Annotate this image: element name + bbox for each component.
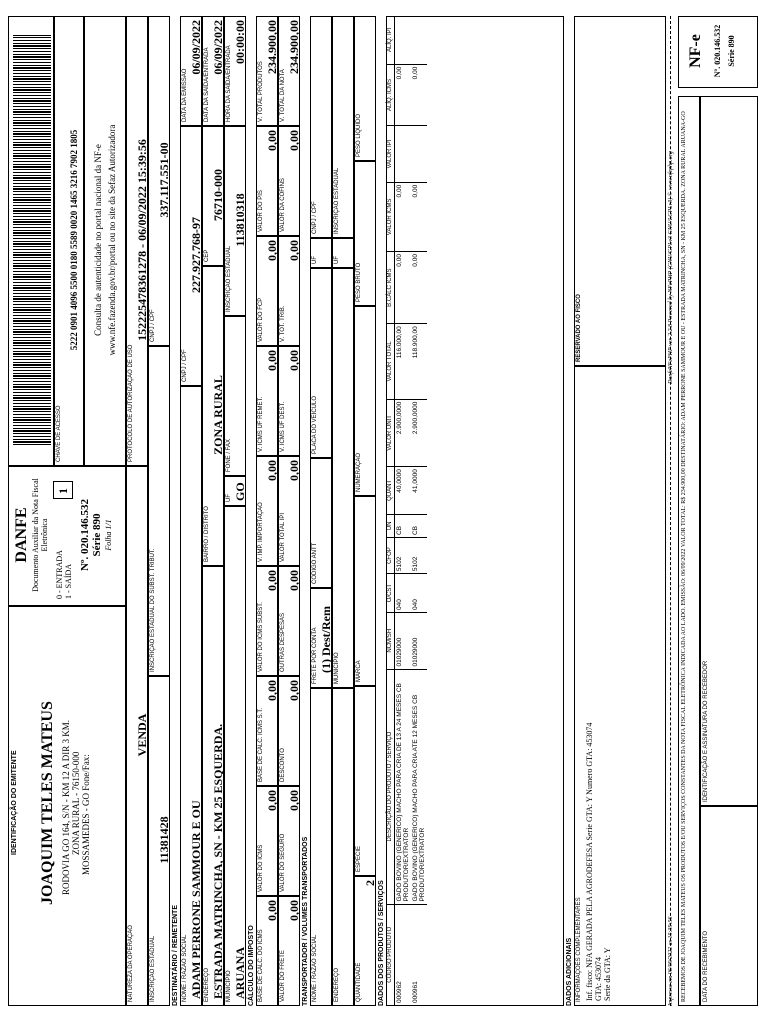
dest-cep: 76710-000 bbox=[211, 169, 225, 221]
produtos-header-cell: VALOR UNIT bbox=[386, 399, 395, 467]
table-cell: GADO BOVINO (GENERICO) MACHO PARA CRIA ATE 12 MESES CB PRODUTOR/EXTRATOR bbox=[411, 669, 427, 904]
produtos-header-cell: VALOR IPI bbox=[386, 126, 395, 182]
imposto-cell-value: 0,00 bbox=[265, 790, 279, 811]
imposto-cell-label: V. IMP. IMPORTAÇÃO bbox=[258, 502, 264, 562]
produtos-header-cell: DESCRIÇÃO DO PRODUTO / SERVIÇO bbox=[386, 669, 395, 904]
dest-ie-label: INSCRIÇÃO ESTADUAL bbox=[226, 245, 232, 312]
destinatario-section-title: DESTINATÁRIO / REMETENTE bbox=[172, 905, 179, 1006]
imposto-cell bbox=[256, 896, 278, 1006]
danfe-folha: Folha 1/1 bbox=[104, 519, 113, 551]
imposto-cell-value: 0,00 bbox=[265, 570, 279, 591]
natureza-valor: VENDA bbox=[135, 713, 149, 757]
imposto-cell bbox=[278, 896, 300, 1006]
dest-hora-label: HORA DA SAÍDA/ENTRADA bbox=[226, 45, 232, 122]
dest-saida-label: DATA DA SAÍDA/ENTRADA bbox=[204, 47, 210, 122]
table-cell: 01029000 bbox=[411, 613, 427, 670]
chave-box bbox=[54, 16, 84, 466]
table-cell: 040 bbox=[411, 574, 427, 613]
imposto-cell-label: V. TOTAL PRODUTOS bbox=[258, 61, 264, 122]
table-cell: 0,00 bbox=[395, 182, 412, 251]
adicionais-section-title: DADOS ADICIONAIS bbox=[566, 937, 573, 1006]
imposto-cell bbox=[278, 456, 300, 566]
cnpj-label: CNPJ / CPF bbox=[150, 309, 156, 342]
table-cell: CB bbox=[411, 514, 427, 537]
imposto-cell-value: 234.900,00 bbox=[287, 20, 301, 74]
imposto-cell-value: 0,00 bbox=[265, 130, 279, 151]
transp-antt-label: CÓDIGO ANTT bbox=[312, 542, 318, 584]
imposto-cell-value: 0,00 bbox=[287, 240, 301, 261]
table-cell: GADO BOVINO (GENERICO) MACHO PARA CRIA DE 13 A 24 MESES CB PRODUTOR/EXTRATOR bbox=[395, 669, 412, 904]
imposto-cell-label: VALOR DO SEGURO bbox=[280, 833, 286, 892]
dest-emissao: 06/09/2022 bbox=[189, 20, 203, 75]
imposto-cell bbox=[278, 126, 300, 236]
dest-endereco-label: ENDEREÇO bbox=[204, 967, 210, 1002]
imposto-cell bbox=[256, 126, 278, 236]
emitente-endereco2: ZONA RURAL - 76150-000 bbox=[71, 751, 81, 855]
danfe-entrada: 0 - ENTRADA bbox=[55, 550, 64, 599]
dest-uf: GO bbox=[233, 482, 247, 501]
produtos-header-cell: CÓDIGO PRODUTO bbox=[386, 904, 395, 1005]
imposto-section-title: CÁLCULO DO IMPOSTO bbox=[248, 925, 255, 1006]
dest-uf-label: UF bbox=[226, 494, 232, 502]
transp-endereco-label: ENDEREÇO bbox=[334, 967, 340, 1002]
natureza-label: NATUREZA DA OPERAÇÃO bbox=[128, 925, 134, 1002]
imposto-cell-value: 0,00 bbox=[265, 680, 279, 701]
produtos-header-cell: UN bbox=[386, 514, 395, 537]
transportador-section-title: TRANSPORTADOR / VOLUMES TRANSPORTADOS bbox=[302, 836, 309, 1006]
imposto-cell-label: VALOR DO ICMS SUBST. bbox=[258, 602, 264, 672]
imposto-cell bbox=[278, 346, 300, 456]
table-cell: 5102 bbox=[395, 538, 412, 574]
imposto-cell bbox=[256, 16, 278, 126]
transp-nome-label: NOME / RAZÃO SOCIAL bbox=[312, 934, 318, 1002]
dest-emissao-label: DATA DA EMISSÃO bbox=[182, 68, 188, 122]
imposto-cell-label: VALOR TOTAL IPI bbox=[280, 512, 286, 562]
imposto-cell-value: 0,00 bbox=[287, 460, 301, 481]
transp-uf-label: UF bbox=[312, 256, 318, 264]
transp-peso-liquido-label: PESO LÍQUIDO bbox=[356, 113, 362, 157]
produtos-table bbox=[386, 16, 427, 1006]
table-cell: 0,00 bbox=[411, 252, 427, 324]
imposto-cell bbox=[256, 456, 278, 566]
imposto-cell-label: BASE DE CÁLC. ICMS S.T. bbox=[258, 707, 264, 782]
imposto-cell-value: 0,00 bbox=[265, 240, 279, 261]
emitente-section-title: IDENTIFICAÇÃO DO EMITENTE bbox=[11, 750, 18, 855]
imposto-cell bbox=[256, 566, 278, 676]
imposto-cell-value: 234.900,00 bbox=[265, 20, 279, 74]
table-cell: 41,0000 bbox=[411, 467, 427, 514]
dest-nome: ADAM PERRONE SAMMOUR E OU bbox=[189, 800, 203, 999]
transp-frete: (1) Dest/Rem bbox=[319, 606, 333, 673]
dest-cnpj-label: CNPJ / CPF bbox=[182, 349, 188, 382]
table-cell: 040 bbox=[395, 574, 412, 613]
transp-peso-bruto-label: PESO BRUTO bbox=[356, 262, 362, 302]
imposto-cell-value: 0,00 bbox=[287, 570, 301, 591]
table-cell: 01029000 bbox=[395, 613, 412, 670]
imposto-cell-label: V. ICMS UF REMET. bbox=[258, 396, 264, 452]
rodape-powered: DanfeNFePHP ver. 2.2.8 Powered by NFePHP (GNU/GPLv3 GNU/LGPLv3) © www.nfephp.org bbox=[668, 151, 674, 384]
cnpj-valor: 337.117.551-00 bbox=[157, 142, 171, 218]
produtos-header-cell: CFOP bbox=[386, 538, 395, 574]
consulta-linha1: Consulta de autenticidade no portal nacional da NF-e bbox=[93, 144, 103, 336]
danfe-numero: Nº. 020.146.532 bbox=[79, 498, 91, 572]
table-cell bbox=[411, 126, 427, 182]
table-cell bbox=[395, 126, 412, 182]
table-cell: CB bbox=[395, 514, 412, 537]
dest-bairro-label: BAIRRO / DISTRITO bbox=[204, 506, 210, 562]
transp-municipio-label: MUNICÍPIO bbox=[334, 652, 340, 684]
emitente-box bbox=[8, 606, 126, 1006]
canhoto-assinatura-label: IDENTIFICAÇÃO E ASSINATURA DO RECEBEDOR bbox=[703, 660, 709, 802]
table-cell bbox=[395, 16, 412, 64]
emitente-nome: JOAQUIM TELES MATEUS bbox=[39, 701, 56, 905]
emitente-endereco3: MOSSAMEDES - GO Fone/Fax: bbox=[81, 754, 91, 875]
danfe-saida: 1 - SAÍDA bbox=[64, 563, 73, 599]
table-cell: 0,00 bbox=[411, 64, 427, 126]
transp-marca-label: MARCA bbox=[356, 660, 362, 682]
imposto-cell-value: 0,00 bbox=[287, 900, 301, 921]
canhoto-numero: Nº. 020.146.532 bbox=[713, 24, 722, 78]
consulta-linha2: www.nfe.fazenda.gov.br/portal ou no site da Sefaz Autorizadora bbox=[107, 124, 117, 356]
dest-bairro: ZONA RURAL bbox=[211, 375, 225, 455]
imposto-cell bbox=[256, 786, 278, 896]
table-cell: 2.900,0000 bbox=[395, 399, 412, 467]
transp-numeracao-label: NUMERAÇÃO bbox=[356, 452, 362, 492]
table-cell: 2.900,0000 bbox=[411, 399, 427, 467]
imposto-cell-label: VALOR DA COFINS bbox=[280, 178, 286, 232]
transp-qtd: 2 bbox=[363, 880, 377, 886]
imposto-cell bbox=[278, 566, 300, 676]
imposto-cell bbox=[256, 676, 278, 786]
table-cell: 000961 bbox=[411, 904, 427, 1005]
protocolo-valor: 152225478361278 - 06/09/2022 15:39:56 bbox=[135, 139, 149, 341]
imposto-cell-value: 0,00 bbox=[287, 680, 301, 701]
dest-endereco: ESTRADA MATRINCHA, SN - KM 25 ESQUERDA. bbox=[211, 723, 225, 999]
produtos-section-title: DADOS DOS PRODUTOS / SERVIÇOS bbox=[378, 880, 385, 1006]
imposto-cell-label: VALOR DO FRETE bbox=[280, 950, 286, 1002]
imposto-cell-value: 0,00 bbox=[265, 460, 279, 481]
ie-valor: 11381428 bbox=[157, 816, 171, 864]
adicionais-linha1: Inf. fisco: NFA GERADA PELA AGRODEFESA Serie GTA: Y Numero GTA: 453074 bbox=[585, 722, 594, 1001]
transp-qtd-label: QUANTIDADE bbox=[356, 962, 362, 1002]
imposto-cell bbox=[278, 16, 300, 126]
danfe-title: DANFE bbox=[13, 507, 30, 563]
adicionais-info-label: INFORMAÇÕES COMPLEMENTARES bbox=[576, 897, 582, 1002]
chave-label: CHAVE DE ACESSO bbox=[56, 405, 62, 462]
produtos-header-cell: ALÍQ. ICMS bbox=[386, 64, 395, 126]
table-cell: 0,00 bbox=[411, 182, 427, 251]
table-cell: 116.000,00 bbox=[395, 324, 412, 399]
canhoto bbox=[678, 16, 762, 1006]
danfe-subtitle: Documento Auxiliar da Nota Fiscal Eletrônica bbox=[31, 478, 49, 592]
adicionais-linha3: Serie da GTA: Y bbox=[603, 947, 612, 1001]
imposto-cell bbox=[256, 236, 278, 346]
transp-cnpj-label: CNPJ / CPF bbox=[312, 201, 318, 234]
imposto-cell-label: V. TOTAL DA NOTA bbox=[280, 69, 286, 122]
canhoto-data-label: DATA DO RECEBIMENTO bbox=[703, 930, 709, 1002]
imposto-cell-label: DESCONTO bbox=[280, 748, 286, 782]
imposto-cell-value: 0,00 bbox=[287, 350, 301, 371]
produtos-header-cell: QUANT bbox=[386, 467, 395, 514]
produtos-header-cell: NCM/SH bbox=[386, 613, 395, 670]
emitente-endereco1: RODOVIA GO 164, S/N - KM 12 A DIR 3 KM. bbox=[61, 719, 71, 895]
dest-municipio: ARUANA bbox=[233, 947, 247, 999]
rodape-impresso: Impresso em 06/09/2022 as 15:39:56 bbox=[668, 916, 674, 1006]
table-cell: 0,00 bbox=[395, 64, 412, 126]
produtos-header-cell: B.CÁLC ICMS bbox=[386, 252, 395, 324]
canhoto-nfe-label: NF-e bbox=[687, 34, 704, 68]
imposto-cell-value: 0,00 bbox=[287, 790, 301, 811]
dest-cnpj: 227.927.768-97 bbox=[189, 217, 203, 293]
imposto-cell-label: VALOR DO FCP bbox=[258, 297, 264, 342]
dest-hora: 00:00:00 bbox=[233, 20, 247, 64]
imposto-cell-label: V. ICMS UF DEST. bbox=[280, 401, 286, 452]
imposto-cell-label: VALOR DO ICMS bbox=[258, 844, 264, 892]
imposto-cell-label: V. TOT. TRIB. bbox=[280, 305, 286, 342]
table-cell bbox=[411, 16, 427, 64]
dest-cep-label: CEP bbox=[204, 249, 210, 262]
imposto-cell-label: BASE DE CÁLC. DO ICMS bbox=[258, 929, 264, 1002]
imposto-cell-label: OUTRAS DESPESAS bbox=[280, 612, 286, 672]
imposto-cell-value: 0,00 bbox=[265, 900, 279, 921]
danfe-tipo: 1 bbox=[56, 488, 70, 494]
imposto-cell bbox=[278, 786, 300, 896]
transp-frete-label: FRETE POR CONTA bbox=[312, 627, 318, 684]
imposto-cell-value: 0,00 bbox=[265, 350, 279, 371]
produtos-header-cell: ALÍQ. IPI bbox=[386, 16, 395, 64]
dest-nome-label: NOME / RAZÃO SOCIAL bbox=[182, 934, 188, 1002]
dest-ie: 113810318 bbox=[233, 193, 247, 247]
imposto-cell bbox=[256, 346, 278, 456]
canhoto-recebemos-text: RECEBEMOS DE JOAQUIM TELES MATEUS OS PRODUTOS E/OU SERVIÇOS CONSTANTES DA NOTA FISCAL ELETRÔNICA INDICADA AO LADO. EMISSÃO: 06/09/2022 VALOR TOTAL: R$ 234.900,00 DESTINATÁRIO: ADAM PERRONE SAMMOUR E OU - ESTRADA MATRINCHA, SN - KM 25 ESQUERDA. ZONA RURAL ARUANA-GO bbox=[681, 111, 687, 1002]
transp-especie-label: ESPÉCIE bbox=[356, 845, 362, 872]
danfe-serie: Série 890 bbox=[91, 513, 103, 557]
table-row bbox=[395, 16, 412, 1006]
produtos-header-cell: VALOR ICMS bbox=[386, 182, 395, 251]
table-cell: 118.900,00 bbox=[411, 324, 427, 399]
transp-uf2-label: UF bbox=[334, 256, 340, 264]
produtos-header-cell: VALOR TOTAL bbox=[386, 324, 395, 399]
table-cell: 000962 bbox=[395, 904, 412, 1005]
dest-municipio-label: MUNICÍPIO bbox=[226, 970, 232, 1002]
barcode-box bbox=[8, 16, 54, 466]
barcode-image bbox=[13, 35, 51, 445]
table-row bbox=[411, 16, 427, 1006]
table-cell: 5102 bbox=[411, 538, 427, 574]
canhoto-serie: Série 890 bbox=[727, 35, 736, 67]
produtos-header-cell: O/CST bbox=[386, 574, 395, 613]
ie-st-label: INSCRIÇÃO ESTADUAL DO SUBST. TRIBUT. bbox=[150, 548, 156, 672]
dest-fone-label: FONE / FAX bbox=[226, 438, 232, 472]
transp-placa-label: PLACA DO VEÍCULO bbox=[312, 395, 318, 454]
ie-label: INSCRIÇÃO ESTADUAL bbox=[150, 935, 156, 1002]
dest-saida: 06/09/2022 bbox=[211, 20, 225, 75]
protocolo-label: PROTOCOLO DE AUTORIZAÇÃO DE USO bbox=[128, 344, 134, 462]
imposto-cell-label: VALOR DO PIS bbox=[258, 190, 264, 232]
table-cell: 40,0000 bbox=[395, 467, 412, 514]
imposto-cell-value: 0,00 bbox=[287, 130, 301, 151]
transp-ie-label: INSCRIÇÃO ESTADUAL bbox=[334, 167, 340, 234]
danfe-tipo-box bbox=[53, 481, 73, 499]
imposto-cell bbox=[278, 236, 300, 346]
table-cell: 0,00 bbox=[395, 252, 412, 324]
adicionais-reservado-label: RESERVADO AO FISCO bbox=[576, 294, 582, 362]
danfe-title-box bbox=[8, 466, 126, 606]
adicionais-linha2: GTA: 453074 bbox=[594, 956, 603, 1001]
imposto-cell bbox=[278, 676, 300, 786]
consulta-box bbox=[84, 16, 126, 466]
chave-valor: 5222 0901 4096 5500 0180 5589 0020 1465 3216 7902 1805 bbox=[69, 129, 79, 351]
